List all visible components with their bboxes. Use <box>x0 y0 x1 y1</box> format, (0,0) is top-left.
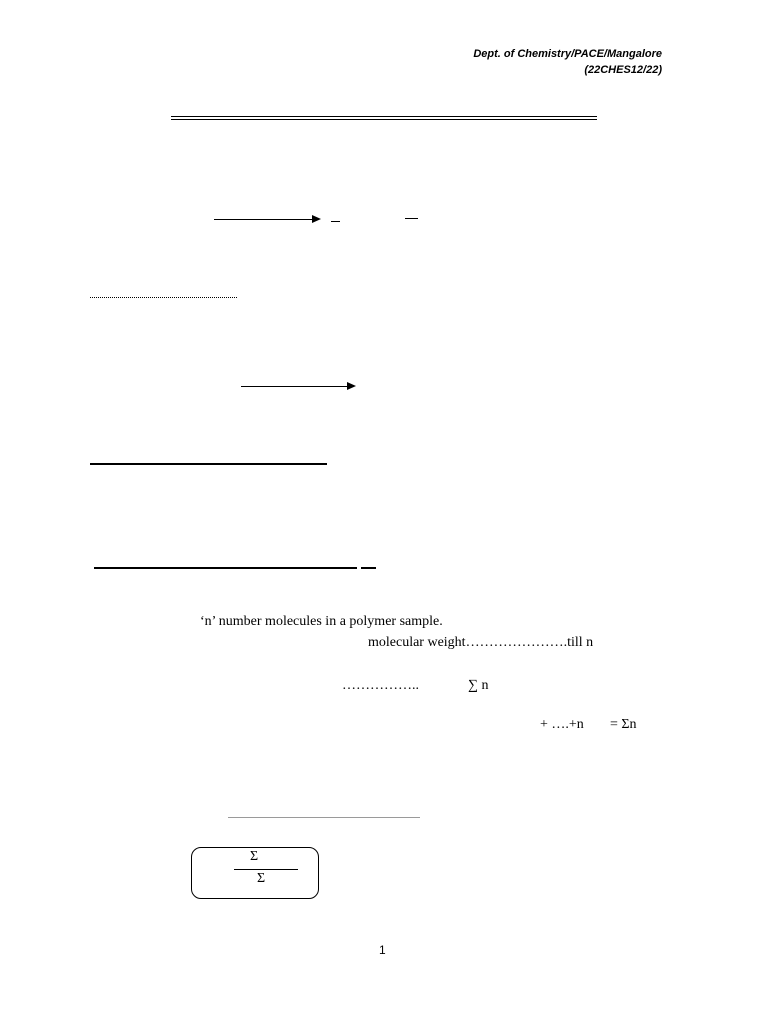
formula-box <box>191 847 319 899</box>
course-code: (22CHES12/22) <box>584 64 662 76</box>
reaction-arrow-line <box>214 219 314 220</box>
dash-mark <box>405 218 418 219</box>
reaction-arrow-line <box>241 386 349 387</box>
page-number: 1 <box>379 943 386 957</box>
dash-mark <box>361 567 376 569</box>
formula-denominator: Σ <box>257 871 266 886</box>
dash-mark <box>331 221 340 222</box>
reaction-arrow-head <box>347 382 356 390</box>
fraction-bar <box>234 869 298 870</box>
title-rule-top <box>171 116 597 117</box>
department-header: Dept. of Chemistry/PACE/Mangalore <box>473 48 662 60</box>
title-rule-bottom <box>171 119 597 120</box>
dotted-underline <box>90 297 237 298</box>
sum-tail-plus: + ….+n <box>540 717 584 732</box>
definition-underline <box>228 817 420 818</box>
formula-numerator: Σ <box>250 849 259 864</box>
sample-text: ‘n’ number molecules in a polymer sample. <box>200 614 443 629</box>
section-underline <box>90 463 327 465</box>
section-underline <box>94 567 357 569</box>
molecular-weight-text: molecular weight………………….till n <box>368 635 594 650</box>
sum-n-text: ∑ n <box>468 678 489 693</box>
sum-tail-equals: = Σn <box>610 717 637 732</box>
ellipsis-text: …………….. <box>342 678 419 693</box>
reaction-arrow-head <box>312 215 321 223</box>
